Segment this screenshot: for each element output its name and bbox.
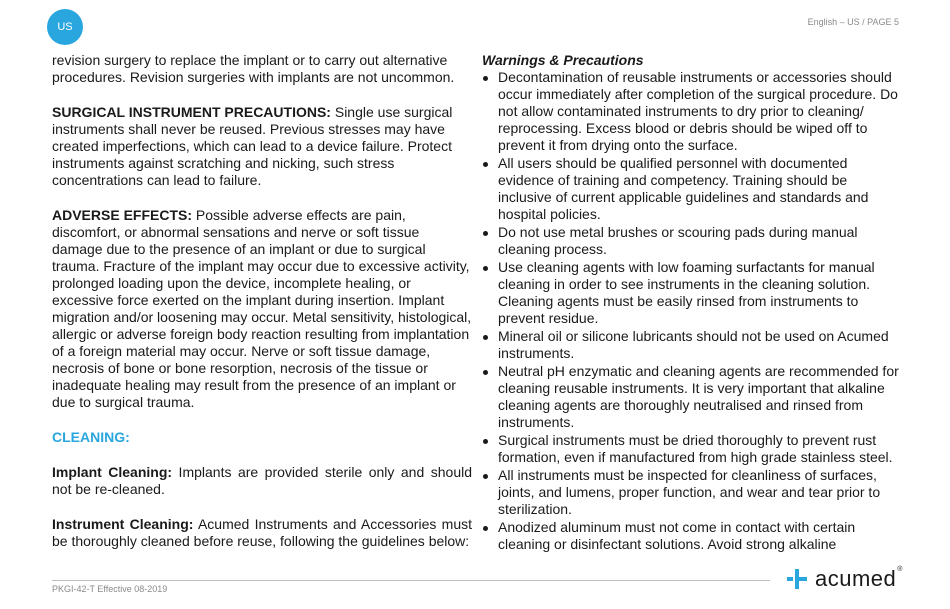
acumed-logo	[787, 566, 903, 592]
warning-item: Decontamination of reusable instruments or accessories should occur immediately after completion of the surgical procedure. Do not allow contaminated instruments to dry prior to cleaning/ reprocessing. Excess blood or debris should be wiped off to prevent it from drying onto the surface.	[482, 69, 900, 154]
implant-cleaning-heading: Implant Cleaning:	[52, 464, 173, 480]
warning-item: Use cleaning agents with low foaming surfactants for manual cleaning in order to see instruments in the cleaning solution. Cleaning agents must be easily rinsed from instruments to prevent residue.	[482, 259, 900, 327]
warning-item: Neutral pH enzymatic and cleaning agents are recommended for cleaning reusable instruments. It is very important that alkaline cleaning agents are thoroughly neutralised and rinsed from instruments.	[482, 363, 900, 431]
warnings-title: Warnings & Precautions	[482, 52, 644, 68]
logo-registered-mark: ®	[897, 566, 903, 573]
logo-text: acumed®	[815, 566, 903, 591]
warning-item: Surgical instruments must be dried thoroughly to prevent rust formation, even if manufactured from high grade stainless steel.	[482, 432, 900, 466]
surgical-precautions-heading: SURGICAL INSTRUMENT PRECAUTIONS:	[52, 104, 331, 120]
region-badge: US	[47, 9, 83, 45]
warning-item: Anodized aluminum must not come in contact with certain cleaning or disinfectant solutions. Avoid strong alkaline	[482, 519, 900, 553]
page-label: English – US / PAGE 5	[807, 17, 899, 27]
footer-divider	[52, 580, 770, 581]
surgical-precautions-paragraph	[52, 104, 472, 189]
right-column	[482, 52, 900, 554]
instrument-cleaning-text: Acumed Instruments and Accessories must be thoroughly cleaned before reuse, following the guidelines below:	[52, 516, 472, 549]
implant-cleaning-text: Implants are provided sterile only and should not be re-cleaned.	[52, 464, 473, 497]
logo-cross-icon	[787, 569, 807, 589]
instrument-cleaning-heading: Instrument Cleaning:	[52, 516, 194, 532]
surgical-precautions-text: Single use surgical instruments shall never be reused. Previous stresses may have created imperfections, which can lead to a device failure. Protect instruments against scratching and nicking, such stress concentrations can lead to failure.	[52, 104, 453, 188]
warning-item: All instruments must be inspected for cleanliness of surfaces, joints, and lumens, proper function, and wear and tear prior to sterilization.	[482, 467, 900, 518]
adverse-effects-heading: ADVERSE EFFECTS:	[52, 207, 193, 223]
document-code: PKGI-42-T Effective 08-2019	[52, 584, 168, 594]
left-column	[52, 52, 472, 568]
warning-item: All users should be qualified personnel with documented evidence of training and competency. Training should be inclusive of current applicable guidelines and standards and hospital policies.	[482, 155, 900, 223]
implant-cleaning-paragraph	[52, 464, 472, 498]
adverse-effects-text: Possible adverse effects are pain, discomfort, or abnormal sensations and nerve or soft tissue damage due to the presence of an implant or due to surgical trauma. Fracture of the implant may occur due to excessive activity, prolonged loading upon the device, incomplete healing, or excessive force exerted on the implant during insertion. Implant migration and/or loosening may occur. Metal sensitivity, histological, allergic or adverse foreign body reaction resulting from implantation of a foreign material may occur. Nerve or soft tissue damage, necrosis of bone or bone resorption, necrosis of the tissue or inadequate healing may result from the presence of an implant or due to surgical trauma.	[52, 207, 472, 410]
warning-item: Mineral oil or silicone lubricants should not be used on Acumed instruments.	[482, 328, 900, 362]
warning-item: Do not use metal brushes or scouring pads during manual cleaning process.	[482, 224, 900, 258]
instrument-cleaning-paragraph	[52, 516, 472, 550]
revision-paragraph: revision surgery to replace the implant or to carry out alternative procedures. Revision surgeries with implants are not uncommon.	[52, 52, 455, 85]
cleaning-heading: CLEANING:	[52, 429, 130, 445]
warnings-list	[482, 69, 900, 553]
adverse-effects-paragraph	[52, 207, 472, 411]
